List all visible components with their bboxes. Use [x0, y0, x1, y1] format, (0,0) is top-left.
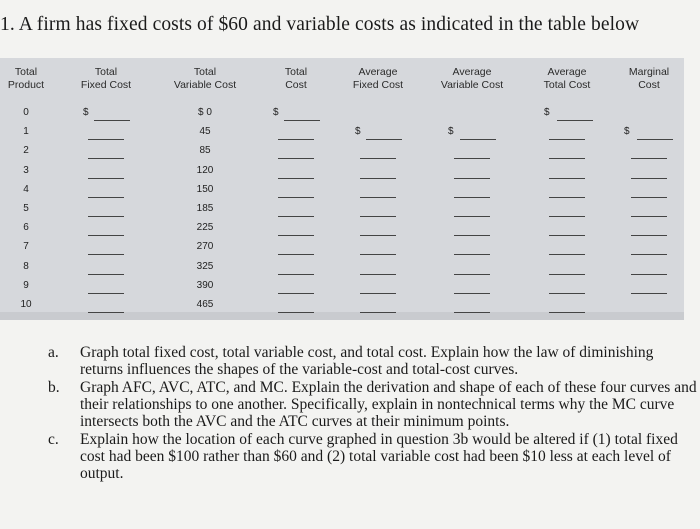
- problem-heading: 1. A firm has fixed costs of $60 and variable costs as indicated in the table below: [0, 14, 640, 35]
- questions-list: [48, 344, 698, 483]
- fixed-cost-blank[interactable]: [88, 158, 124, 159]
- marginal-cost-blank[interactable]: [631, 197, 667, 198]
- header-line: Cost: [638, 79, 660, 91]
- header-line: Product: [7, 79, 45, 91]
- fixed-cost-blank[interactable]: [88, 197, 124, 198]
- question-item: [48, 344, 698, 378]
- question-letter: a.: [48, 344, 59, 361]
- header-line: Fixed Cost: [352, 79, 404, 91]
- avg-variable-cost-blank[interactable]: [454, 235, 490, 236]
- header-average-variable-cost: [441, 66, 503, 92]
- avg-fixed-cost-blank[interactable]: [360, 274, 396, 275]
- avg-fixed-cost-blank[interactable]: [360, 235, 396, 236]
- cost-table: [0, 58, 684, 320]
- marginal-cost-blank[interactable]: [631, 254, 667, 255]
- avg-fixed-cost-blank[interactable]: [366, 139, 402, 140]
- question-item: [48, 431, 698, 482]
- avg-variable-cost-blank[interactable]: [454, 293, 490, 294]
- marginal-cost-blank[interactable]: [637, 139, 673, 140]
- total-cost-blank[interactable]: [278, 158, 314, 159]
- variable-cost-cell: 270: [196, 241, 214, 253]
- total-cost-blank[interactable]: [278, 274, 314, 275]
- total-cost-blank[interactable]: [278, 216, 314, 217]
- avg-total-cost-blank[interactable]: [557, 120, 593, 121]
- question-text: Explain how the location of each curve graphed in question 3b would be altered if (1) total fixed cost had been $100 rather than $60 and (2) total variable cost had been $10 less at each level of output.: [80, 431, 678, 482]
- marginal-cost-blank[interactable]: [631, 216, 667, 217]
- variable-cost-cell: $ 0: [198, 107, 212, 118]
- avg-variable-cost-blank[interactable]: [454, 274, 490, 275]
- total-cost-blank[interactable]: [278, 293, 314, 294]
- avg-total-cost-blank[interactable]: [549, 254, 585, 255]
- product-cell: 2: [23, 145, 29, 157]
- avg-variable-cost-blank[interactable]: [454, 178, 490, 179]
- header-line: Cost: [285, 79, 307, 91]
- avg-total-cost-blank[interactable]: [549, 158, 585, 159]
- dollar-sign: $: [273, 107, 279, 118]
- avg-total-cost-blank[interactable]: [549, 197, 585, 198]
- avg-variable-cost-blank[interactable]: [454, 312, 490, 313]
- avg-total-cost-blank[interactable]: [549, 274, 585, 275]
- total-cost-blank[interactable]: [278, 197, 314, 198]
- product-cell: 5: [23, 203, 29, 214]
- variable-cost-cell: 45: [199, 126, 211, 138]
- table-bottom-shade: [0, 312, 684, 320]
- header-line: Variable Cost: [440, 79, 504, 91]
- fixed-cost-blank[interactable]: [88, 312, 124, 313]
- total-cost-blank[interactable]: [278, 178, 314, 179]
- header-line: Total: [193, 66, 217, 78]
- marginal-cost-blank[interactable]: [631, 235, 667, 236]
- variable-cost-cell: 120: [196, 164, 214, 176]
- fixed-cost-blank[interactable]: [88, 216, 124, 217]
- header-line: Average: [547, 66, 587, 78]
- header-line: Fixed Cost: [80, 79, 132, 91]
- question-letter: c.: [48, 431, 59, 448]
- question-text: Graph total fixed cost, total variable cost, and total cost. Explain how the law of diminishing returns influences the shapes of the variable-cost and total-cost curves.: [80, 344, 654, 378]
- avg-total-cost-blank[interactable]: [549, 178, 585, 179]
- avg-total-cost-blank[interactable]: [549, 139, 585, 140]
- total-cost-blank[interactable]: [278, 235, 314, 236]
- variable-cost-cell: 390: [196, 279, 214, 291]
- product-cell: 10: [20, 299, 32, 310]
- header-total-product: [8, 66, 44, 92]
- header-total-cost: [285, 66, 307, 92]
- variable-cost-cell: 85: [199, 145, 211, 157]
- question-text: Graph AFC, AVC, ATC, and MC. Explain the derivation and shape of each of these four curves and their relationships to one another. Specifically, explain in nontechnical terms why the MC curve intersects both the AVC and the ATC curves at their minimum points.: [80, 379, 697, 430]
- question-letter: b.: [48, 379, 60, 396]
- variable-cost-cell: 225: [196, 222, 214, 234]
- header-line: Variable Cost: [173, 79, 237, 91]
- avg-variable-cost-blank[interactable]: [460, 139, 496, 140]
- product-cell: 0: [23, 107, 29, 118]
- product-cell: 7: [23, 241, 29, 253]
- total-cost-blank[interactable]: [284, 120, 320, 121]
- total-cost-blank[interactable]: [278, 139, 314, 140]
- avg-fixed-cost-blank[interactable]: [360, 293, 396, 294]
- avg-variable-cost-blank[interactable]: [454, 197, 490, 198]
- avg-total-cost-blank[interactable]: [549, 293, 585, 294]
- header-line: Total: [94, 66, 118, 78]
- avg-variable-cost-blank[interactable]: [454, 254, 490, 255]
- fixed-cost-blank[interactable]: [88, 254, 124, 255]
- avg-fixed-cost-blank[interactable]: [360, 197, 396, 198]
- product-cell: 3: [23, 164, 29, 176]
- header-total-variable-cost: [174, 66, 236, 92]
- fixed-cost-blank[interactable]: [94, 120, 130, 121]
- avg-variable-cost-blank[interactable]: [454, 216, 490, 217]
- avg-fixed-cost-blank[interactable]: [360, 216, 396, 217]
- avg-fixed-cost-blank[interactable]: [360, 178, 396, 179]
- header-line: Marginal: [628, 66, 670, 78]
- fixed-cost-blank[interactable]: [88, 139, 124, 140]
- marginal-cost-blank[interactable]: [631, 274, 667, 275]
- total-cost-blank[interactable]: [278, 312, 314, 313]
- fixed-cost-blank[interactable]: [88, 235, 124, 236]
- header-line: Total: [14, 66, 38, 78]
- dollar-sign: $: [448, 126, 454, 138]
- dollar-sign: $: [624, 126, 630, 138]
- total-cost-blank[interactable]: [278, 254, 314, 255]
- marginal-cost-blank[interactable]: [631, 178, 667, 179]
- header-average-total-cost: [544, 66, 591, 92]
- variable-cost-cell: 150: [196, 183, 214, 195]
- header-line: Average: [358, 66, 398, 78]
- marginal-cost-blank[interactable]: [631, 293, 667, 294]
- dollar-sign: $: [355, 126, 361, 138]
- avg-variable-cost-blank[interactable]: [454, 158, 490, 159]
- header-marginal-cost: [629, 66, 669, 92]
- avg-total-cost-blank[interactable]: [549, 235, 585, 236]
- header-line: Average: [452, 66, 492, 78]
- avg-fixed-cost-blank[interactable]: [360, 312, 396, 313]
- header-total-fixed-cost: [81, 66, 131, 92]
- avg-total-cost-blank[interactable]: [549, 216, 585, 217]
- header-line: Total: [284, 66, 308, 78]
- dollar-sign: $: [83, 107, 89, 118]
- variable-cost-cell: 465: [196, 299, 214, 310]
- product-cell: 4: [23, 183, 29, 195]
- variable-cost-cell: 185: [196, 203, 214, 214]
- product-cell: 9: [23, 279, 29, 291]
- variable-cost-cell: 325: [196, 260, 214, 272]
- avg-fixed-cost-blank[interactable]: [360, 158, 396, 159]
- product-cell: 8: [23, 260, 29, 272]
- question-item: [48, 379, 698, 430]
- product-cell: 6: [23, 222, 29, 234]
- fixed-cost-blank[interactable]: [88, 274, 124, 275]
- avg-fixed-cost-blank[interactable]: [360, 254, 396, 255]
- header-average-fixed-cost: [353, 66, 403, 92]
- dollar-sign: $: [544, 107, 550, 118]
- product-cell: 1: [23, 126, 29, 138]
- header-line: Total Cost: [543, 79, 591, 91]
- fixed-cost-blank[interactable]: [88, 178, 124, 179]
- avg-total-cost-blank[interactable]: [549, 312, 585, 313]
- marginal-cost-blank[interactable]: [631, 158, 667, 159]
- fixed-cost-blank[interactable]: [88, 293, 124, 294]
